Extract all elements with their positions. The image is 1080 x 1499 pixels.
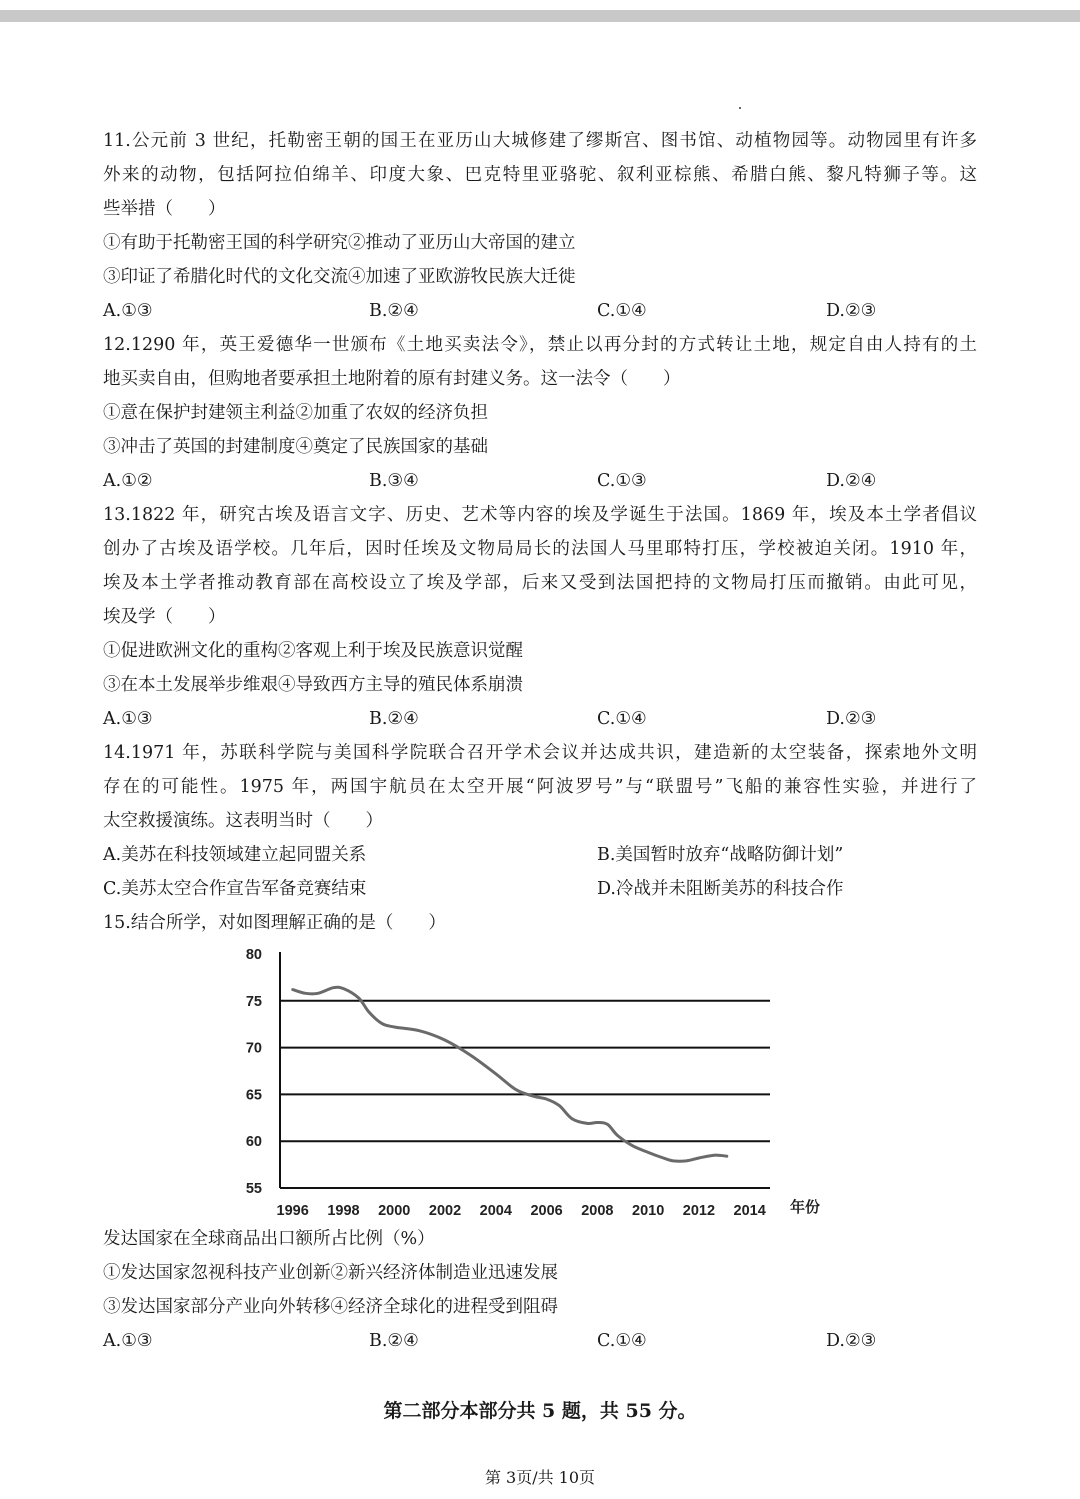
q11-item-line-1: ①有助于托勒密王国的科学研究②推动了亚历山大帝国的建立 xyxy=(103,233,576,253)
series-line-developed-share xyxy=(293,987,727,1161)
q13-item-line-2: ③在本土发展举步维艰④导致西方主导的殖民体系崩溃 xyxy=(103,675,523,695)
q15-chart-caption: 发达国家在全球商品出口额所占比例（%） xyxy=(103,1229,435,1249)
q11-stem-line-2: 外来的动物，包括阿拉伯绵羊、印度大象、巴克特里亚骆驼、叙利亚棕熊、希腊白熊、黎凡特狮子等。这 xyxy=(103,165,977,185)
q11-option-d: D.②③ xyxy=(826,301,877,321)
top-scroll-bar xyxy=(0,10,1080,22)
x-axis-title: 年份 xyxy=(790,1198,821,1216)
q14-option-d: D.冷战并未阻断美苏的科技合作 xyxy=(597,879,844,899)
q15-option-d: D.②③ xyxy=(826,1331,877,1351)
q12-stem-line-1: 12.1290 年，英王爱德华一世颁布《土地买卖法令》，禁止以再分封的方式转让土地，规定自由人持有的土 xyxy=(103,335,977,355)
chart-axes xyxy=(280,952,770,1188)
q13-option-b: B.②④ xyxy=(369,709,419,729)
export-share-line-chart xyxy=(230,938,830,1228)
x-tick-label: 2014 xyxy=(733,1203,766,1219)
q11-option-a: A.①③ xyxy=(103,301,153,321)
x-tick-label: 2010 xyxy=(632,1203,665,1219)
x-tick-label: 2008 xyxy=(581,1203,614,1219)
y-tick-label: 55 xyxy=(245,1181,262,1197)
x-tick-label: 1998 xyxy=(327,1203,360,1219)
q12-option-d: D.②④ xyxy=(826,471,877,491)
q13-stem-line-2: 创办了古埃及语学校。几年后，因时任埃及文物局局长的法国人马里耶特打压，学校被迫关闭。1910 年， xyxy=(103,539,977,559)
q13-stem-line-3: 埃及本土学者推动教育部在高校设立了埃及学部，后来又受到法国把持的文物局打压而撤销。由此可见， xyxy=(103,573,977,593)
q15-item-line-1: ①发达国家忽视科技产业创新②新兴经济体制造业迅速发展 xyxy=(103,1263,558,1283)
q14-stem-line-2: 存在的可能性。1975 年，两国宇航员在太空开展“阿波罗号”与“联盟号”飞船的兼容性实验，并进行了 xyxy=(103,777,977,797)
q13-stem-line-4: 埃及学（ ） xyxy=(103,607,226,627)
y-tick-label: 75 xyxy=(245,993,262,1010)
x-tick-label: 2000 xyxy=(378,1203,411,1219)
page-number-footer: 第 3页/共 10页 xyxy=(484,1468,596,1487)
y-tick-label: 65 xyxy=(245,1087,262,1104)
section-two-heading: 第二部分本部分共 5 题，共 55 分。 xyxy=(383,1400,697,1422)
y-tick-label: 60 xyxy=(245,1134,262,1151)
q12-option-c: C.①③ xyxy=(597,471,647,491)
q13-option-a: A.①③ xyxy=(103,709,153,729)
q14-stem-line-1: 14.1971 年，苏联科学院与美国科学院联合召开学术会议并达成共识，建造新的太空装备，探索地外文明 xyxy=(103,743,977,763)
q13-option-c: C.①④ xyxy=(597,709,647,729)
q14-stem-line-3: 太空救援演练。这表明当时（ ） xyxy=(103,811,383,831)
q14-option-c: C.美苏太空合作宣告军备竞赛结束 xyxy=(103,879,367,899)
q13-item-line-1: ①促进欧洲文化的重构②客观上利于埃及民族意识觉醒 xyxy=(103,641,523,661)
speck xyxy=(739,107,741,109)
x-tick-label: 2004 xyxy=(479,1203,512,1219)
q12-item-line-2: ③冲击了英国的封建制度④奠定了民族国家的基础 xyxy=(103,437,488,457)
x-tick-label: 2012 xyxy=(682,1203,716,1219)
x-tick-label: 1996 xyxy=(276,1203,309,1219)
q13-stem-line-1: 13.1822 年，研究古埃及语言文字、历史、艺术等内容的埃及学诞生于法国。1869 年，埃及本土学者倡议 xyxy=(103,505,977,525)
q12-item-line-1: ①意在保护封建领主利益②加重了农奴的经济负担 xyxy=(103,403,488,423)
y-tick-labels xyxy=(246,947,262,1197)
q15-option-c: C.①④ xyxy=(597,1331,647,1351)
q12-stem-line-2: 地买卖自由，但购地者要承担土地附着的原有封建义务。这一法令（ ） xyxy=(103,369,681,389)
q13-option-d: D.②③ xyxy=(826,709,877,729)
q14-option-b: B.美国暂时放弃“战略防御计划” xyxy=(597,845,844,865)
q11-stem-line-3: 些举措（ ） xyxy=(103,199,226,219)
q11-item-line-2: ③印证了希腊化时代的文化交流④加速了亚欧游牧民族大迁徙 xyxy=(103,267,576,287)
q15-item-line-2: ③发达国家部分产业向外转移④经济全球化的进程受到阻碍 xyxy=(103,1297,558,1317)
q15-stem: 15.结合所学，对如图理解正确的是（ ） xyxy=(103,913,446,933)
q12-option-b: B.③④ xyxy=(369,471,419,491)
q14-option-a: A.美苏在科技领域建立起同盟关系 xyxy=(103,845,367,865)
q11-option-c: C.①④ xyxy=(597,301,647,321)
x-tick-label: 2006 xyxy=(530,1203,563,1219)
q11-stem-line-1: 11.公元前 3 世纪，托勒密王朝的国王在亚历山大城修建了缪斯宫、图书馆、动植物园等。动物园里有许多 xyxy=(103,131,977,151)
q12-option-a: A.①② xyxy=(103,471,153,491)
x-tick-labels xyxy=(277,1203,766,1219)
x-tick-label: 2002 xyxy=(428,1203,462,1219)
q15-option-b: B.②④ xyxy=(369,1331,419,1351)
y-tick-label: 70 xyxy=(245,1040,262,1057)
q15-option-a: A.①③ xyxy=(103,1331,153,1351)
q11-option-b: B.②④ xyxy=(369,301,419,321)
y-tick-label: 80 xyxy=(245,947,262,963)
chart-gridlines xyxy=(280,1001,770,1141)
